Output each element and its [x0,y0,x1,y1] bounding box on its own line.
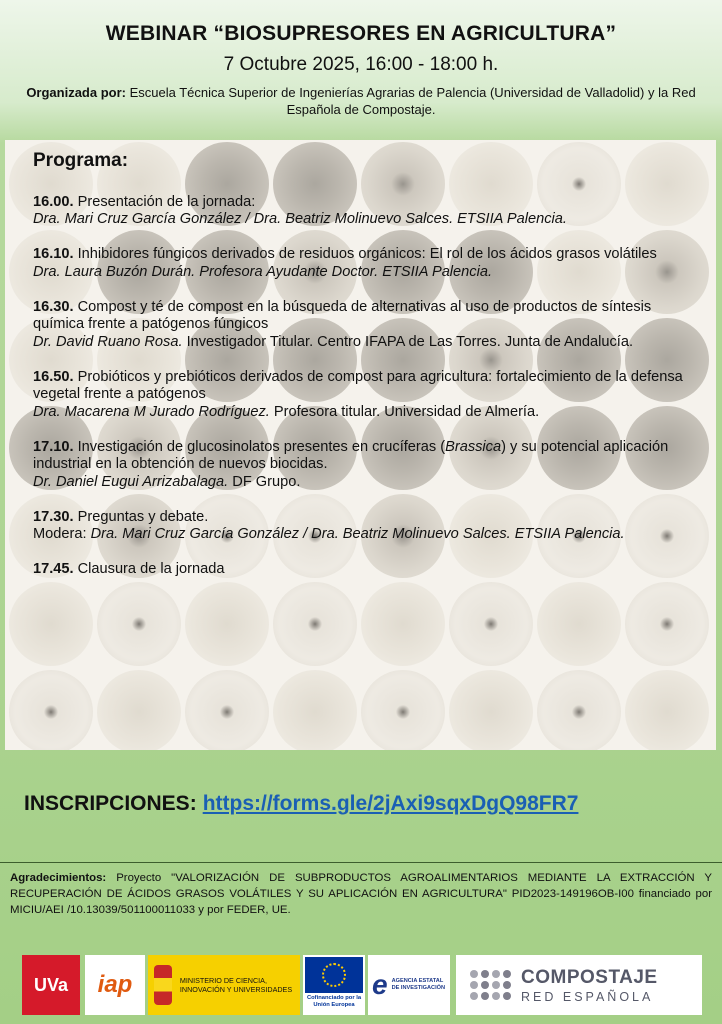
eu-logo [303,955,365,1015]
iap-logo [85,955,145,1015]
organizer-text [20,84,702,118]
item-speaker-name: Dr. David Ruano Rosa. [33,333,183,350]
item-speakers: Dra. Laura Buzón Durán. Profesora Ayudante Doctor. ETSIIA Palencia. [33,263,492,280]
petri-dish-image [185,670,269,750]
program-item [33,194,703,229]
registration [24,792,578,816]
item-time: 17.10. [33,438,74,455]
uva-logo [22,955,80,1015]
item-time: 16.50. [33,368,74,385]
item-title: Probióticos y prebióticos derivados de compost para agricultura: fortalecimiento de la defensa vegetal frente a patógenos [33,368,683,402]
item-time: 17.30. [33,508,74,525]
item-speaker-role: DF Grupo. [228,473,301,490]
acknowledgements-text: Proyecto "VALORIZACIÓN DE SUBPRODUCTOS AGROALIMENTARIOS MEDIANTE LA EXTRACCIÓN Y RECUPERACIÓN DE ÁCIDOS GRASOS VOLÁTILES Y SU APLICACIÓN EN AGRICULTURA" PID2023-149196OB-I00 financiado por MICIU/AEI /10.13039/501100011033 y por FEDER, UE. [10,872,712,916]
aei-logo [368,955,450,1015]
ministerio-logo [148,955,300,1015]
ministerio-logo-text: MINISTERIO DE CIENCIA, INNOVACIÓN Y UNIVERSIDADES [179,976,293,994]
compostaje-logo [456,955,702,1015]
divider [0,862,722,863]
petri-dish-image [449,670,533,750]
item-speaker-role: Profesora titular. Universidad de Almería. [269,403,540,420]
item-speakers: Dra. Mari Cruz García González / Dra. Beatriz Molinuevo Salces. ETSIIA Palencia. [33,211,567,227]
item-title: Inhibidores fúngicos derivados de residuos orgánicos: El rol de los ácidos grasos volátiles [73,246,657,262]
program-panel [5,140,716,750]
moderator-label: Modera: [33,526,91,542]
registration-label: INSCRIPCIONES: [24,792,197,815]
item-speaker-name: Dr. Daniel Eugui Arrizabalaga. [33,473,229,490]
item-time: 16.30. [33,298,74,315]
item-title: Clausura de la jornada [73,561,225,577]
compostaje-subtitle: RED ESPAÑOLA [521,989,654,1004]
program-item [33,369,703,422]
aei-mark-icon: e [372,969,388,1000]
acknowledgements [10,870,712,918]
program-item [33,509,703,544]
program-item [33,299,703,352]
compostaje-title: COMPOSTAJE [521,966,658,988]
program-item [33,439,703,492]
event-date: 7 Octubre 2025, 16:00 - 18:00 h. [223,54,499,75]
petri-dish-image [273,670,357,750]
eu-logo-text: Cofinanciado por la Unión Europea [306,995,362,1008]
petri-dish-image [625,670,709,750]
eu-flag-icon [305,957,363,993]
item-speaker-role: Investigador Titular. Centro IFAPA de Las Torres. Junta de Andalucía. [182,333,634,350]
page-title: WEBINAR “BIOSUPRESORES EN AGRICULTURA” [105,22,617,45]
header [0,0,722,130]
petri-dish-image [97,670,181,750]
logo-strip [0,952,722,1014]
organizer-description: Escuela Técnica Superior de Ingenierías Agrarias de Palencia (Universidad de Valladolid) y la Red Española de Compostaje. [126,85,696,117]
program-heading: Programa: [33,150,129,171]
item-title-end: ) y su potencial aplicación industrial en la obtención de nuevos biocidas. [33,438,669,472]
item-title: Compost y té de compost en la búsqueda de alternativas al uso de productos de síntesis química frente a patógenos fúngicos [33,298,652,332]
petri-dish-image [361,670,445,750]
organizer-label: Organizada por: [26,85,126,100]
item-speaker-name: Dra. Macarena M Jurado Rodríguez. [33,403,270,420]
program-item [33,561,703,579]
item-time: 16.00. [33,193,74,210]
item-title-genus: Brassica [445,438,502,455]
aei-logo-text: AGENCIA ESTATAL DE INVESTIGACIÓN [391,978,446,991]
petri-dish-image [9,670,93,750]
item-time: 17.45. [33,561,74,577]
registration-link[interactable]: https://forms.gle/2jAxi9sqxDgQ98FR7 [202,792,579,815]
petri-dish-image [537,670,621,750]
compostaje-dots-icon [470,970,511,1000]
coat-of-arms-icon [154,965,172,1005]
acknowledgements-label: Agradecimientos: [10,872,107,884]
item-time: 16.10. [33,246,74,262]
iap-logo-text: iap [97,971,133,998]
item-title: Preguntas y debate. [73,508,209,525]
item-title: Investigación de glucosinolatos presentes en crucíferas ( [73,438,446,455]
item-speakers: Dra. Mari Cruz García González / Dra. Beatriz Molinuevo Salces. ETSIIA Palencia. [90,526,625,542]
program [33,152,703,596]
uva-logo-text: UVa [33,974,69,995]
program-item [33,246,703,281]
item-title: Presentación de la jornada: [73,193,256,210]
